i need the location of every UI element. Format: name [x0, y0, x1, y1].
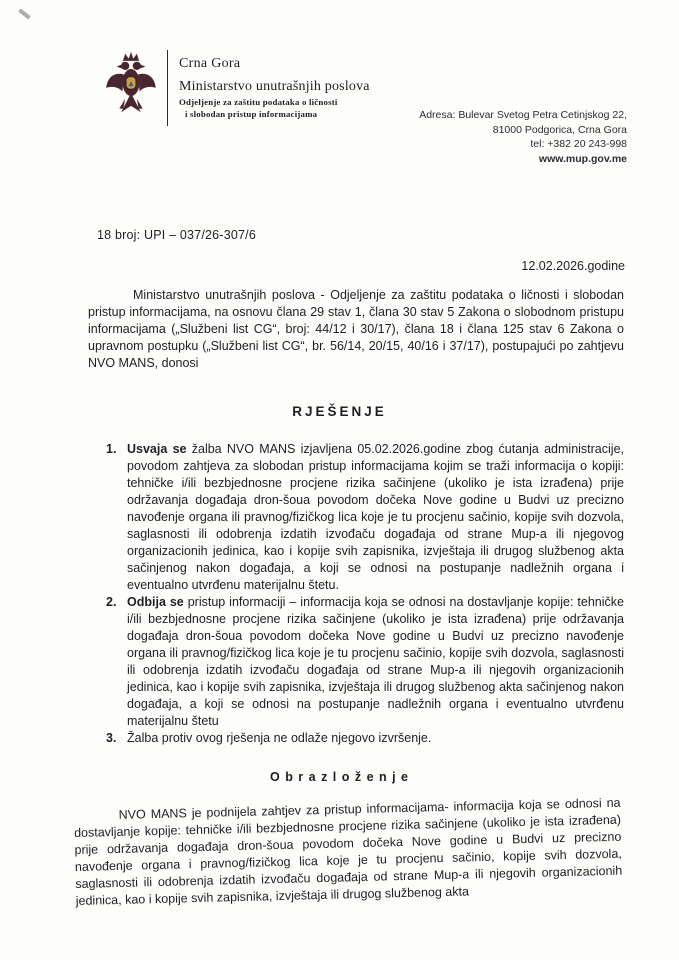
- item-body: Žalba protiv ovog rješenja ne odlaže njegovo izvršenje.: [127, 731, 432, 745]
- item-body: žalba NVO MANS izjavljena 05.02.2026.godine zbog ćutanja administracije, povodom zahtjeva za slobodan pristup informacijama kojim se traži informacija o kopiji: tehničke i/ili bezbjednosne procjene rizika sačinjene (ukoliko je ista izrađena) prije održavanja događaja dron-šoua povodom dočeka Nove godine u Budvi uz precizno navođenje organa ili pravnog/fizičkog lica koje je tu procjenu sačinio, kopije svih dozvola, saglasnosti ili odobrenja izdatih izvođaču događaja od strane Mup-a ili njegovog organizacionih jedinica, kao i kopije svih zapisnika, izvještaja ili drugog službenog akta sačinjenog nakon događaja, a koji se odnosi na postupanje nadležnih organa i eventualno utvrđenu materijalnu štetu.: [127, 442, 624, 592]
- decision-item-3: [106, 730, 624, 747]
- explanation-title: O b r a z l o ž e n j e: [270, 770, 409, 784]
- item-number: 1.: [106, 442, 117, 456]
- contact-block: [419, 108, 627, 166]
- explanation-paragraph: NVO MANS je podnijela zahtjev za pristup informacijama- informacija koja se odnosi na dostavljanje kopije: tehničke i/ili bezbjednosne procjene rizika sačinjene (ukoliko je ista izrađena) prije održavanja događaja dron-šoua povodom dočeka Nove godine u Budvi uz precizno navođenje organa i pravnog/fizičkog lica koje je tu procjenu sačinio, kopije svih dozvola, saglasnosti ili odobrenja izdatih izvođaču događaja od strane Mup-a ili njegovih organizacionih jedinica, kao i kopije svih zapisnika, izvještaja ili drugog službenog akta: [73, 795, 623, 909]
- country-name: Crna Gora: [179, 56, 241, 71]
- letterhead: [104, 50, 370, 126]
- case-number: 18 broj: UPI – 037/26-307/6: [97, 228, 256, 242]
- decision-item-1: [106, 441, 624, 594]
- scan-artifact: [18, 8, 31, 19]
- letterhead-divider: [167, 50, 168, 126]
- address-line1: Adresa: Bulevar Svetog Petra Cetinjskog 22,: [419, 109, 627, 121]
- item-lead: Usvaja se: [127, 442, 187, 456]
- org-block: [179, 50, 370, 119]
- item-text: [127, 594, 624, 730]
- document-date: 12.02.2026.godine: [521, 259, 625, 273]
- website-url: www.mup.gov.me: [538, 152, 627, 165]
- address-line2: 81000 Podgorica, Crna Gora: [492, 123, 627, 136]
- item-body: pristup informaciji – informacija koja se odnosi na dostavljanje kopije: tehničke i/ili bezbjednosne procjene rizika sačinjene (ukoliko je ista izrađena) prije održavanja događaja dron-šoua povodom dočeka Nove godine u Budvi uz precizno navođenje organa ili pravnog/fizičkog lica koje je tu procjenu sačinio, kopije svih dozvola, saglasnosti ili odobrenja izdatih izvođaču događaja od strane Mup-a ili njegovih organizacionih jedinica, kao i kopije svih zapisnika, izvještaja ili drugog službenog akta sačinjenog nakon događaja, a koji se odnosi na postupanje nadležnih organa i eventualno utvrđenu materijalnu štetu: [127, 595, 624, 728]
- decision-items: [106, 441, 624, 747]
- intro-paragraph: Ministarstvo unutrašnjih poslova - Odjeljenje za zaštitu podataka o ličnosti i slobodan pristup informacijama, na osnovu člana 29 stav 1, člana 30 stav 5 Zakona o slobodnom pristupu informacijama („Službeni list CG“, broj: 44/12 i 30/17), člana 18 i člana 125 stav 6 Zakona o upravnom postupku („Službeni list CG“, br. 56/14, 20/15, 40/16 i 37/17), postupajući po zahtjevu NVO MANS, donosi: [88, 288, 624, 370]
- phone-number: tel: +382 20 243-998: [530, 138, 627, 150]
- decision-item-2: [106, 594, 624, 730]
- item-text: [127, 441, 624, 594]
- department-line2: i slobodan pristup informacijama: [185, 109, 318, 119]
- item-number: 3.: [106, 731, 117, 745]
- item-text: [127, 730, 624, 747]
- coat-of-arms-icon: [104, 50, 158, 124]
- item-number: 2.: [106, 595, 117, 609]
- decision-title: RJEŠENJE: [292, 404, 387, 419]
- ministry-name: Ministarstvo unutrašnjih poslova: [179, 79, 370, 94]
- item-lead: Odbija se: [127, 595, 184, 609]
- department-line1: Odjeljenje za zaštitu podataka o ličnosti: [179, 97, 338, 107]
